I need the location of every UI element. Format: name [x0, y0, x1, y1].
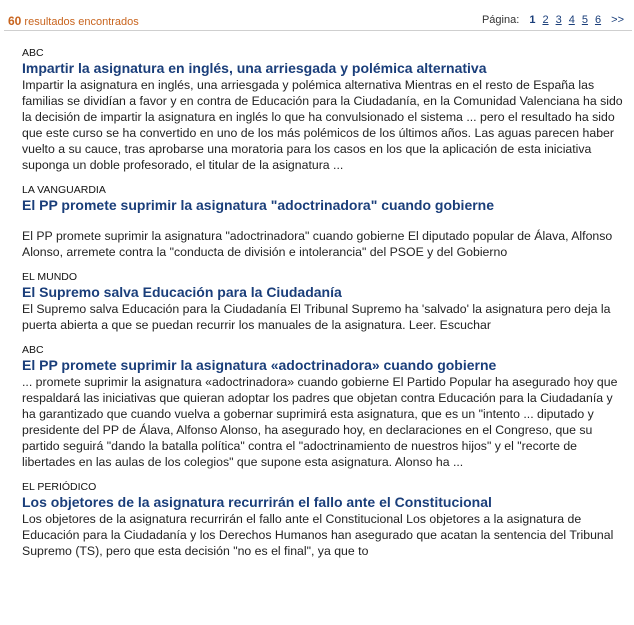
result-snippet: El PP promete suprimir la asignatura "adoctrinadora" cuando gobierne El diputado popular de Álava, Alfonso Alonso, arremete contra la "conducta de división e intolerancia" del PSOE y del Gobierno: [22, 229, 613, 259]
result-title-link[interactable]: El Supremo salva Educación para la Ciudadanía: [22, 284, 342, 300]
result-source: LA VANGUARDIA: [22, 184, 106, 196]
page-link-2[interactable]: 2: [542, 14, 549, 26]
results-count: [8, 14, 139, 28]
result-source: EL PERIÓDICO: [22, 481, 97, 493]
result-title-link[interactable]: Impartir la asignatura en inglés, una arriesgada y polémica alternativa: [22, 60, 487, 76]
page-link-5[interactable]: 5: [581, 14, 588, 26]
result-title-link[interactable]: Los objetores de la asignatura recurrirán el fallo ante el Constitucional: [22, 494, 492, 510]
page-link-3[interactable]: 3: [555, 14, 562, 26]
pagination: [482, 14, 624, 26]
result-snippet: Los objetores de la asignatura recurrirán el fallo ante el Constitucional Los objetores a la asignatura de Educación para la Ciudadanía y los Derechos Humanos han asegurado que acatan la sentencia del Tribunal Supremo (TS), pero que esta decisión "no es el final", ya que to: [22, 512, 614, 558]
result-item: [22, 271, 628, 333]
result-snippet: ... promete suprimir la asignatura «adoctrinadora» cuando gobierne El Partido Popular ha asegurado hoy que respaldará las iniciativas que quieran adoptar los padres que objetan contra Educación para la Ciudadanía y ha garantizado que cuando vuelva a gobernar suprimirá esta asignatura, que es un "intento ... diputado y presidente del PP de Álava, Alfonso Alonso, ha asegurado hoy, en declaraciones en el Congreso, que su partido seguirá "dando la batalla política" contra el "adoctrinamiento de nuestros hijos" y el "recorte de libertades en las aulas de los colegios" que supone esta asignatura. Alonso ha ...: [22, 375, 618, 469]
pagination-label: Página:: [481, 14, 520, 26]
result-item: [22, 344, 628, 470]
result-title-link[interactable]: El PP promete suprimir la asignatura "adoctrinadora" cuando gobierne: [22, 197, 495, 213]
results-count-number: 60: [8, 14, 22, 28]
result-item: [22, 184, 628, 260]
result-item: [22, 481, 628, 559]
page-link-4[interactable]: 4: [568, 14, 575, 26]
page-link-1[interactable]: 1: [529, 14, 536, 26]
result-source: EL MUNDO: [22, 271, 78, 283]
results-list: [0, 31, 634, 559]
result-source: ABC: [22, 47, 44, 59]
result-snippet: El Supremo salva Educación para la Ciudadanía El Tribunal Supremo ha 'salvado' la asignatura pero deja la puerta abierta a que se puedan recurrir los manuales de la asignatura. Leer. Escuchar: [22, 302, 611, 332]
result-snippet: Impartir la asignatura en inglés, una arriesgada y polémica alternativa Mientras en el resto de España las familias se dividían a favor y en contra de Educación para la Ciudadanía, en la Comunidad Valenciana ha sido la decisión de impartir la asignatura en inglés lo que ha convulsionado el sistema ... pero el resultado ha sido que este curso se ha convertido en uno de los más polémicos de los últimos años. Las aguas parecen haber vuelto a su cauce, tras aprobarse una moratoria para los casos en los que la aplicación de esta iniciativa suponga un doble profesorado, el titular de la asignatura ...: [22, 78, 623, 172]
results-header: [4, 0, 632, 31]
results-count-label: resultados encontrados: [24, 16, 139, 28]
result-source: ABC: [22, 344, 44, 356]
next-page-link[interactable]: >>: [611, 14, 624, 26]
page-link-6[interactable]: 6: [594, 14, 602, 26]
result-title-link[interactable]: El PP promete suprimir la asignatura «adoctrinadora» cuando gobierne: [22, 357, 497, 373]
result-item: [22, 47, 628, 173]
